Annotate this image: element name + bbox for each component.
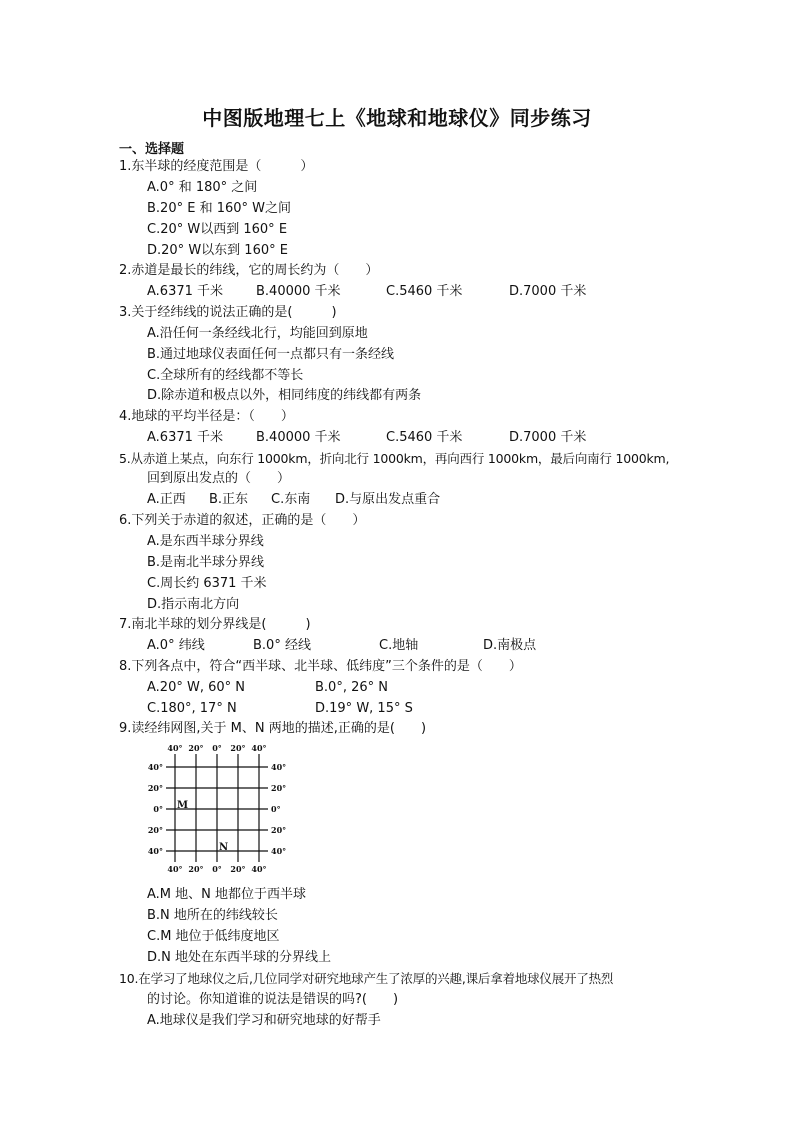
question-1-option-a: A.0° 和 180° 之间 — [147, 180, 258, 195]
question-1-option-c: C.20° W以西到 160° E — [147, 222, 288, 237]
bottom-label-2: 20° — [188, 864, 204, 874]
page-title: 中图版地理七上《地球和地球仪》同步练习 — [202, 106, 592, 130]
question-10-stem: 10.在学习了地球仪之后,几位同学对研究地球产生了浓厚的兴趣,课后拿着地球仪展开了热烈 — [119, 971, 614, 986]
question-8-option-b: B.0°, 26° N — [315, 680, 388, 695]
left-label-2: 20° — [147, 783, 163, 793]
question-6-option-c: C.周长约 6371 千米 — [147, 576, 267, 591]
point-m-label: M — [177, 800, 189, 811]
question-1-stem: 1.东半球的经度范围是（ ） — [119, 159, 314, 174]
question-5-option-b: B.正东 — [209, 492, 249, 507]
question-8-stem: 8.下列各点中，符合“西半球、北半球、低纬度”三个条件的是（ ） — [119, 659, 522, 674]
question-8-option-d: D.19° W, 15° S — [315, 701, 413, 716]
question-1-option-b: B.20° E 和 160° W之间 — [147, 201, 292, 216]
question-4-option-a: A.6371 千米 — [147, 430, 224, 445]
bottom-label-5: 40° — [251, 864, 267, 874]
question-10-option-a: A.地球仪是我们学习和研究地球的好帮手 — [147, 1013, 381, 1028]
question-5-options — [147, 492, 440, 508]
question-8-options-row-2 — [147, 701, 413, 717]
bottom-label-4: 20° — [230, 864, 246, 874]
question-4-option-b: B.40000 千米 — [256, 430, 341, 445]
right-label-3: 0° — [271, 804, 281, 814]
question-7-option-c: C.地轴 — [379, 638, 419, 653]
left-label-4: 20° — [147, 825, 163, 835]
left-label-5: 40° — [147, 846, 163, 856]
question-5-stem: 5.从赤道上某点，向东行 1000km，折向北行 1000km，再向西行 1000km，最后向南行 1000km, — [119, 451, 670, 466]
question-9-option-c: C.M 地位于低纬度地区 — [147, 929, 280, 944]
right-label-4: 20° — [271, 825, 287, 835]
question-8-option-c: C.180°, 17° N — [147, 701, 237, 716]
question-3-option-b: B.通过地球仪表面任何一点都只有一条经线 — [147, 347, 395, 362]
question-6-option-b: B.是南北半球分界线 — [147, 555, 265, 570]
question-2-option-d: D.7000 千米 — [509, 284, 587, 299]
question-2-option-b: B.40000 千米 — [256, 284, 341, 299]
question-4-options — [147, 430, 586, 446]
question-3-option-d: D.除赤道和极点以外，相同纬度的纬线都有两条 — [147, 388, 422, 403]
question-3-option-c: C.全球所有的经线都不等长 — [147, 368, 304, 383]
bottom-label-3: 0° — [212, 864, 222, 874]
question-7-option-a: A.0° 纬线 — [147, 638, 205, 653]
right-label-1: 40° — [271, 762, 287, 772]
bottom-label-1: 40° — [167, 864, 183, 874]
question-5-option-c: C.东南 — [271, 492, 311, 507]
question-8-options-row-1 — [147, 680, 388, 696]
point-n-label: N — [219, 842, 229, 853]
question-10-stem-continued: 的讨论。你知道谁的说法是错误的吗?( ) — [147, 992, 399, 1007]
question-2-option-c: C.5460 千米 — [386, 284, 463, 299]
lat-long-grid-figure — [140, 742, 290, 874]
question-3-option-a: A.沿任何一条经线北行，均能回到原地 — [147, 326, 368, 341]
top-label-1: 40° — [167, 743, 183, 753]
right-label-2: 20° — [271, 783, 287, 793]
question-5-option-a: A.正西 — [147, 492, 186, 507]
left-label-3: 0° — [153, 804, 163, 814]
question-9-option-d: D.N 地处在东西半球的分界线上 — [147, 950, 331, 965]
question-6-stem: 6.下列关于赤道的叙述，正确的是（ ） — [119, 513, 366, 528]
question-2-options — [147, 284, 586, 300]
question-9-option-a: A.M 地、N 地都位于西半球 — [147, 887, 307, 902]
question-7-options — [147, 638, 536, 654]
question-4-stem: 4.地球的平均半径是：（ ） — [119, 409, 294, 424]
question-4-option-d: D.7000 千米 — [509, 430, 587, 445]
question-2-stem: 2.赤道是最长的纬线，它的周长约为（ ） — [119, 263, 379, 278]
top-label-3: 0° — [212, 743, 222, 753]
question-4-option-c: C.5460 千米 — [386, 430, 463, 445]
question-5-stem-continued: 回到原出发点的（ ） — [147, 471, 291, 486]
question-5-option-d: D.与原出发点重合 — [335, 492, 441, 507]
right-label-5: 40° — [271, 846, 287, 856]
top-label-4: 20° — [230, 743, 246, 753]
left-label-1: 40° — [147, 762, 163, 772]
section-heading: 一、选择题 — [119, 142, 185, 157]
question-1-option-d: D.20° W以东到 160° E — [147, 243, 288, 258]
question-7-option-d: D.南极点 — [483, 638, 537, 653]
question-9-option-b: B.N 地所在的纬线较长 — [147, 908, 278, 923]
question-2-option-a: A.6371 千米 — [147, 284, 224, 299]
question-6-option-a: A.是东西半球分界线 — [147, 534, 264, 549]
question-6-option-d: D.指示南北方向 — [147, 597, 240, 612]
top-label-2: 20° — [188, 743, 204, 753]
question-7-stem: 7.南北半球的划分界线是( ) — [119, 617, 311, 632]
question-8-option-a: A.20° W, 60° N — [147, 680, 245, 695]
question-3-stem: 3.关于经纬线的说法正确的是( ) — [119, 305, 337, 320]
question-7-option-b: B.0° 经线 — [253, 638, 311, 653]
top-label-5: 40° — [251, 743, 267, 753]
question-9-stem: 9.读经纬网图,关于 M、N 两地的描述,正确的是( ) — [119, 721, 427, 736]
